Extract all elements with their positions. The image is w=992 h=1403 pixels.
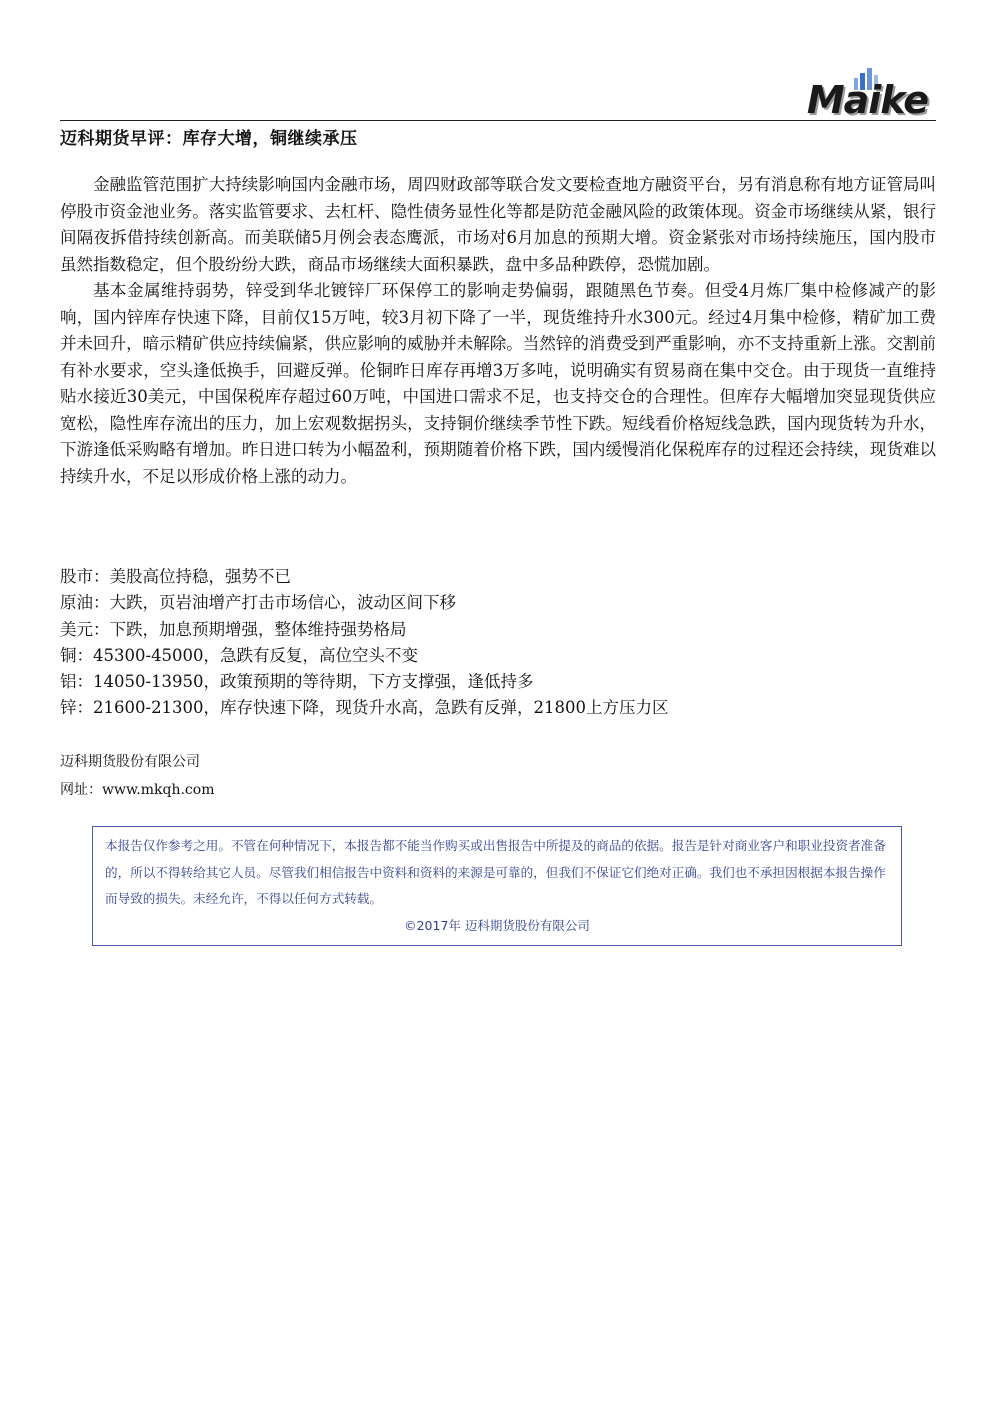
- company-name: 迈科期货股份有限公司: [60, 754, 200, 770]
- paragraph: 基本金属维持弱势，锌受到华北镀锌厂环保停工的影响走势偏弱，跟随黑色节奏。但受4月炼厂集中检修减产的影响，国内锌库存快速下降，目前仅15万吨，较3月初下降了一半，现货维持升水300元。经过4月集中检修，精矿加工费并未回升，暗示精矿供应持续偏紧，供应影响的威胁并未解除。当然锌的消费受到严重影响，亦不支持重新上涨。交割前有补水要求，空头逢低换手，回避反弹。伦铜昨日库存再增3万多吨，说明确实有贸易商在集中交仓。由于现货一直维持贴水接近30美元，中国保税库存超过60万吨，中国进口需求不足，也支持交仓的合理性。但库存大幅增加突显现货供应宽松，隐性库存流出的压力，加上宏观数据拐头，支持铜价继续季节性下跌。短线看价格短线急跌，国内现货转为升水，下游逢低采购略有增加。昨日进口转为小幅盈利，预期随着价格下跌，国内缓慢消化保税库存的过程还会持续，现货难以持续升水，不足以形成价格上涨的动力。: [60, 281, 936, 486]
- market-line-usd: 美元：下跌，加息预期增强，整体维持强势格局: [60, 619, 407, 639]
- market-line-stocks: 股市：美股高位持稳，强势不已: [60, 567, 291, 586]
- header-rule: [60, 120, 936, 121]
- report-title: 迈科期货早评：库存大增，铜继续承压: [60, 129, 358, 149]
- maike-logo: [778, 68, 928, 128]
- company-info: [60, 748, 214, 804]
- report-body: [60, 172, 936, 490]
- market-line-copper: 铜：45300-45000，急跌有反复，高位空头不变: [60, 645, 419, 665]
- page-header: [60, 60, 936, 122]
- company-website: 网址：www.mkqh.com: [60, 782, 215, 798]
- disclaimer-box: [92, 826, 902, 946]
- market-summary: [60, 564, 669, 722]
- disclaimer-text: 本报告仅作参考之用。不管在何种情况下，本报告都不能当作购买或出售报告中所提及的商品的依据。报告是针对商业客户和职业投资者准备的，所以不得转给其它人员。尽管我们相信报告中资料和资料的来源是可靠的，但我们不保证它们绝对正确。我们也不承担因根据本报告操作而导致的损失。未经允许，不得以任何方式转载。: [105, 838, 886, 906]
- market-line-oil: 原油：大跌，页岩油增产打击市场信心，波动区间下移: [60, 593, 456, 613]
- copyright-line: ©2017年 迈科期货股份有限公司: [404, 917, 590, 933]
- market-line-zinc: 锌：21600-21300，库存快速下降，现货升水高，急跌有反弹，21800上方压力区: [60, 698, 669, 718]
- paragraph: 金融监管范围扩大持续影响国内金融市场，周四财政部等联合发文要检查地方融资平台，另有消息称有地方证管局叫停股市资金池业务。落实监管要求、去杠杆、隐性债务显性化等都是防范金融风险的政策体现。资金市场继续从紧，银行间隔夜拆借持续创新高。而美联储5月例会表态鹰派，市场对6月加息的预期大增。资金紧张对市场持续施压，国内股市虽然指数稳定，但个股纷纷大跌，商品市场继续大面积暴跌，盘中多品种跌停，恐慌加剧。: [60, 175, 936, 274]
- logo-text: Maike: [806, 78, 928, 122]
- market-line-aluminum: 铝：14050-13950，政策预期的等待期，下方支撑强，逢低持多: [60, 672, 534, 692]
